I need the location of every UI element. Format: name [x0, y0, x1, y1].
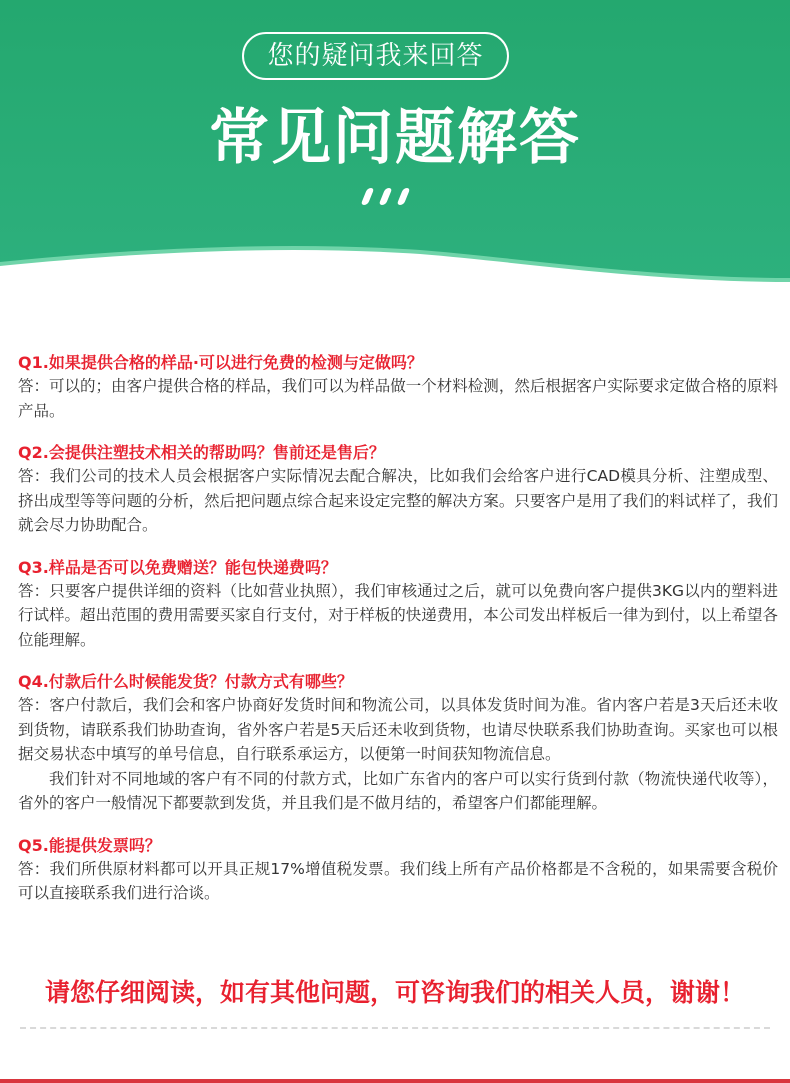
faq-answer: [18, 464, 778, 538]
faq-answer-paragraph: 答：只要客户提供详细的资料（比如营业执照），我们审核通过之后，就可以免费向客户提供3KG以内的塑料进行试样。超出范围的费用需要买家自行支付，对于样板的快递费用，本公司发出样板后一律为到付，以上希望各位能理解。: [18, 581, 778, 649]
faq-answer-paragraph: 答：客户付款后，我们会和客户协商好发货时间和物流公司，以具体发货时间为准。省内客户若是3天后还未收到货物，请联系我们协助查询，省外客户若是5天后还未收到货物，也请尽快联系我们协助查询。买家也可以根据交易状态中填写的单号信息，自行联系承运方，以便第一时间获知物流信息。: [18, 696, 778, 763]
faq-question: Q1.如果提供合格的样品·可以进行免费的检测与定做吗？: [18, 353, 423, 372]
faq-answer-paragraph: 答：可以的；由客户提供合格的样品，我们可以为样品做一个材料检测，然后根据客户实际要求定做合格的原料产品。: [18, 377, 778, 420]
subtitle-pill: 您的疑问我来回答: [242, 32, 509, 80]
faq-answer: [18, 579, 778, 653]
page-title: 常见问题解答: [209, 103, 581, 173]
faq-item-2: [18, 442, 778, 538]
faq-answer: [18, 693, 778, 816]
faq-answer: [18, 374, 778, 423]
faq-question: Q3.样品是否可以免费赠送？能包快递费吗？: [18, 557, 337, 577]
faq-answer: [18, 857, 778, 906]
faq-item-4: [18, 671, 778, 816]
faq-item-1: [18, 352, 778, 423]
faq-question: Q5.能提供发票吗？: [18, 835, 161, 855]
faq-answer-paragraph: 答：我们公司的技术人员会根据客户实际情况去配合解决，比如我们会给客户进行CAD模具分析、注塑成型、挤出成型等等问题的分析，然后把问题点综合起来设定完整的解决方案。只要客户是用了我们的料试样了，我们就会尽力协助配合。: [18, 467, 778, 534]
faq-list: [18, 352, 778, 925]
faq-answer-paragraph: 答：我们所供原材料都可以开具正规17%增值税发票。我们线上所有产品价格都是不含税的，如果需要含税价可以直接联系我们进行洽谈。: [18, 859, 778, 902]
faq-item-5: [18, 835, 778, 906]
bottom-accent-bar: [0, 1079, 790, 1083]
faq-question: Q2.会提供注塑技术相关的帮助吗？售前还是售后？: [18, 443, 385, 462]
faq-item-3: [18, 557, 778, 653]
dashed-divider: [20, 1027, 770, 1029]
faq-question: Q4.付款后什么时候能发货？付款方式有哪些？: [18, 672, 353, 691]
header-banner: [0, 0, 790, 300]
footer-notice: 请您仔细阅读，如有其他问题，可咨询我们的相关人员，谢谢！: [44, 978, 745, 1007]
decorative-dashes-icon: [360, 186, 416, 208]
faq-answer-paragraph: 我们针对不同地域的客户有不同的付款方式，比如广东省内的客户可以实行货到付款（物流快递代收等），省外的客户一般情况下都要款到发货，并且我们是不做月结的，希望客户们都能理解。: [18, 769, 778, 812]
